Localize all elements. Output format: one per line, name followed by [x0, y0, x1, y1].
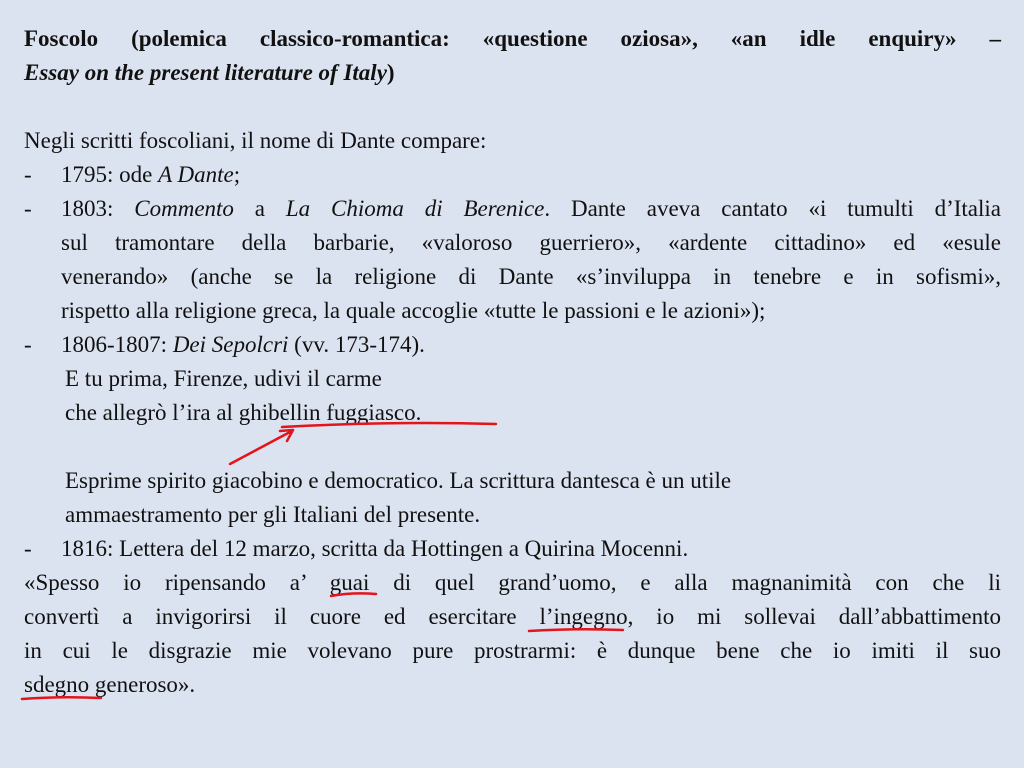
- quote-line-4: sdegno generoso».: [24, 672, 196, 697]
- bullet-dash: -: [24, 196, 32, 221]
- title-line-2: Essay on the present literature of Italy): [24, 60, 395, 85]
- ghibellin-fuggiasco-phrase: ghibellin fuggiasco: [238, 400, 416, 425]
- verse-line-2: che allegrò l’ira al ghibellin fuggiasco.: [65, 400, 422, 425]
- bullet-dash: -: [24, 536, 32, 561]
- comment-line-1: Esprime spirito giacobino e democratico. La scrittura dantesca è un utile: [65, 468, 732, 493]
- bullet-dash: -: [24, 332, 32, 357]
- slide: Foscolo (polemica classico-romantica: «questione oziosa», «an idle enquiry» – Essay on the present literature of Italy) Negli scritti foscoliani, il nome di Dante compare: - 1795: ode A Dante; - 1803: Commento a La Chioma di Berenice. Dante aveva cantato «i tumulti d’Italia sul tramontare della barbarie, «valoroso guerriero», «ardente cittadino» ed «esule venerando» (anche se la religione di Dante «s’inviluppa in tenebre e in sofismi», rispetto alla religione greca, la quale accoglie «tutte le passioni e le azioni»); - 1806-1807: Dei Sepolcri (vv. 173-174). E tu prima, Firenze, udivi il carme che allegrò l’ira al ghibellin fuggiasco. Esprime spirito giacobino e democratico. La scrittura dantesca è un utile ammaestramento per gli Italiani del presente. - 1816: Lettera del 12 marzo, scritta da Hottingen a Quirina Mocenni. «Spesso io ripensando a’ guai di quel grand’uomo, e alla magnanimità con che li convertì a invigorirsi il cuore ed esercitare l’ingegno, io mi sollevai dall’abbattimento in cui le disgrazie mie volevano pure prostrarmi: è dunque bene che io imiti il suo sdegno generoso».: [0, 0, 1024, 768]
- quote-line-1: «Spesso io ripensando a’ guai di quel grand’uomo, e alla magnanimità con che li: [24, 570, 1001, 595]
- intro-text: Negli scritti foscoliani, il nome di Dante compare:: [24, 128, 487, 153]
- bullet-dash: -: [24, 162, 32, 187]
- item-1803-line-3: venerando» (anche se la religione di Dante «s’inviluppa in tenebre e in sofismi»,: [61, 264, 1001, 289]
- title-essay: Essay on the present literature of Italy: [24, 60, 387, 85]
- item-1803-line-4: rispetto alla religione greca, la quale accoglie «tutte le passioni e le azioni»);: [61, 298, 766, 323]
- title-line-1: Foscolo (polemica classico-romantica: «questione oziosa», «an idle enquiry» –: [24, 26, 1001, 51]
- verse-line-1: E tu prima, Firenze, udivi il carme: [65, 366, 382, 391]
- annotation-arrow: [230, 432, 290, 464]
- quote-line-2: convertì a invigorirsi il cuore ed esercitare l’ingegno, io mi sollevai dall’abbattimento: [24, 604, 1001, 629]
- comment-line-2: ammaestramento per gli Italiani del presente.: [65, 502, 481, 527]
- annotation-arrow-head: [280, 430, 293, 441]
- quote-line-3: in cui le disgrazie mie volevano pure prostrarmi: è dunque bene che io imiti il suo: [24, 638, 1001, 663]
- item-1803-line-2: sul tramontare della barbarie, «valoroso guerriero», «ardente cittadino» ed «esule: [61, 230, 1001, 255]
